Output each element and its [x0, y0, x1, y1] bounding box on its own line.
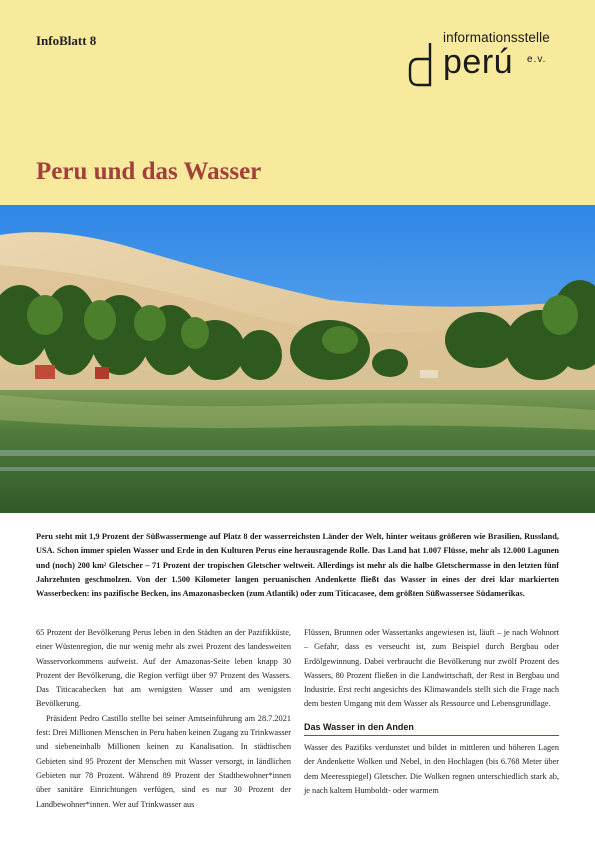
header-band: [0, 0, 595, 205]
lead-paragraph: Peru steht mit 1,9 Prozent der Süßwassermenge auf Platz 8 der wasserreichsten Länder der Welt, hinter weitaus größeren wie Brasilien, Russland, USA. Schon immer spielen Wasser und Erde in den Kulturen Perus eine herausragende Rolle. Das Land hat 1.007 Flüsse, mehr als 12.000 Lagunen und (noch) 200 km² Gletscher – 71 Prozent der tropischen Gletscher weltweit. Allerdings ist mehr als die halbe Gletschermasse in den letzten fünf Jahrzehnten geschmolzen. Von der 1.500 Kilometer langen peruanischen Andenkette fließt das Wasser in eines der drei klar markierten Wasserbecken: ins pazifische Becken, ins Amazonasbecken (zum Atlantik) oder zum Titicacasee, dem größten Süßwassersee Südamerikas.: [36, 532, 559, 599]
section-heading: Das Wasser in den Anden: [304, 720, 559, 736]
oasis-photo: [0, 205, 595, 513]
body-paragraph: Präsident Pedro Castillo stellte bei seiner Amtseinführung am 28.7.2021 fest: Drei Millionen Menschen in Peru haben keinen Zugang zu Trinkwasser und siebeneinhalb Millionen keinen zu Kanalisation. In städtischen Gebieten sind 95 Prozent der Menschen mit Wasser versorgt, in ländlichen Gebieten nur 78 Prozent. Während 89 Prozent der Stadtbewohner*innen über sanitäre Einrichtungen verfügen, sind es nur 30 Prozent der Landbewohner*innen. Wer auf Trinkwasser aus: [36, 713, 291, 809]
logo-suffix: e.v.: [527, 54, 547, 65]
page-title: Peru und das Wasser: [36, 158, 262, 185]
informationsstelle-peru-logo: [407, 30, 567, 92]
oasis-landscape-image: [0, 205, 595, 513]
body-paragraph: 65 Prozent der Bevölkerung Perus leben in den Städten an der Pazifikküste, einer Wüstenregion, die nur wenig mehr als zwei Prozent des landesweiten Wasservorkommens aufweist. Auf der Amazonas-Seite leben knapp 30 Prozent der Bevölkerung, die Region verfügt über 97 Prozent des Wassers. Das Titicacabecken hat am wenigsten Wasser und am wenigsten Bevölkerung.: [36, 628, 291, 709]
logo-main-text: perú: [443, 43, 514, 81]
logo-d-mark-icon: [407, 40, 437, 88]
right-column: [304, 626, 559, 798]
body-paragraph: Wasser des Pazifiks verdunstet und bildet in mittleren und höheren Lagen der Andenkette Wolken und Nebel, in den Hochlagen (bis 6.768 Meter über dem Meeresspiegel) Gletscher. Die Wolken regnen unterschiedlich stark ab, je nach kaltem Humboldt- oder warmem: [304, 743, 559, 795]
body-paragraph: Flüssen, Brunnen oder Wassertanks angewiesen ist, läuft – je nach Wohnort – Gefahr, dass es verseucht ist, zum Beispiel durch Bergbau oder Erdölgewinnung. Dabei verbraucht die Bevölkerung nur zwölf Prozent des Wassers, 80 Prozent fließen in die Landwirtschaft, der Rest in Bergbau und Industrie. Erst recht angesichts des Klimawandels stellt sich die Frage nach dem besten Umgang mit dem Wasser als Ressource und Lebensgrundlage.: [304, 628, 559, 709]
left-column: [36, 626, 291, 812]
logo-top-text: informationsstelle: [443, 30, 550, 45]
infoblatt-label: InfoBlatt 8: [36, 33, 97, 48]
